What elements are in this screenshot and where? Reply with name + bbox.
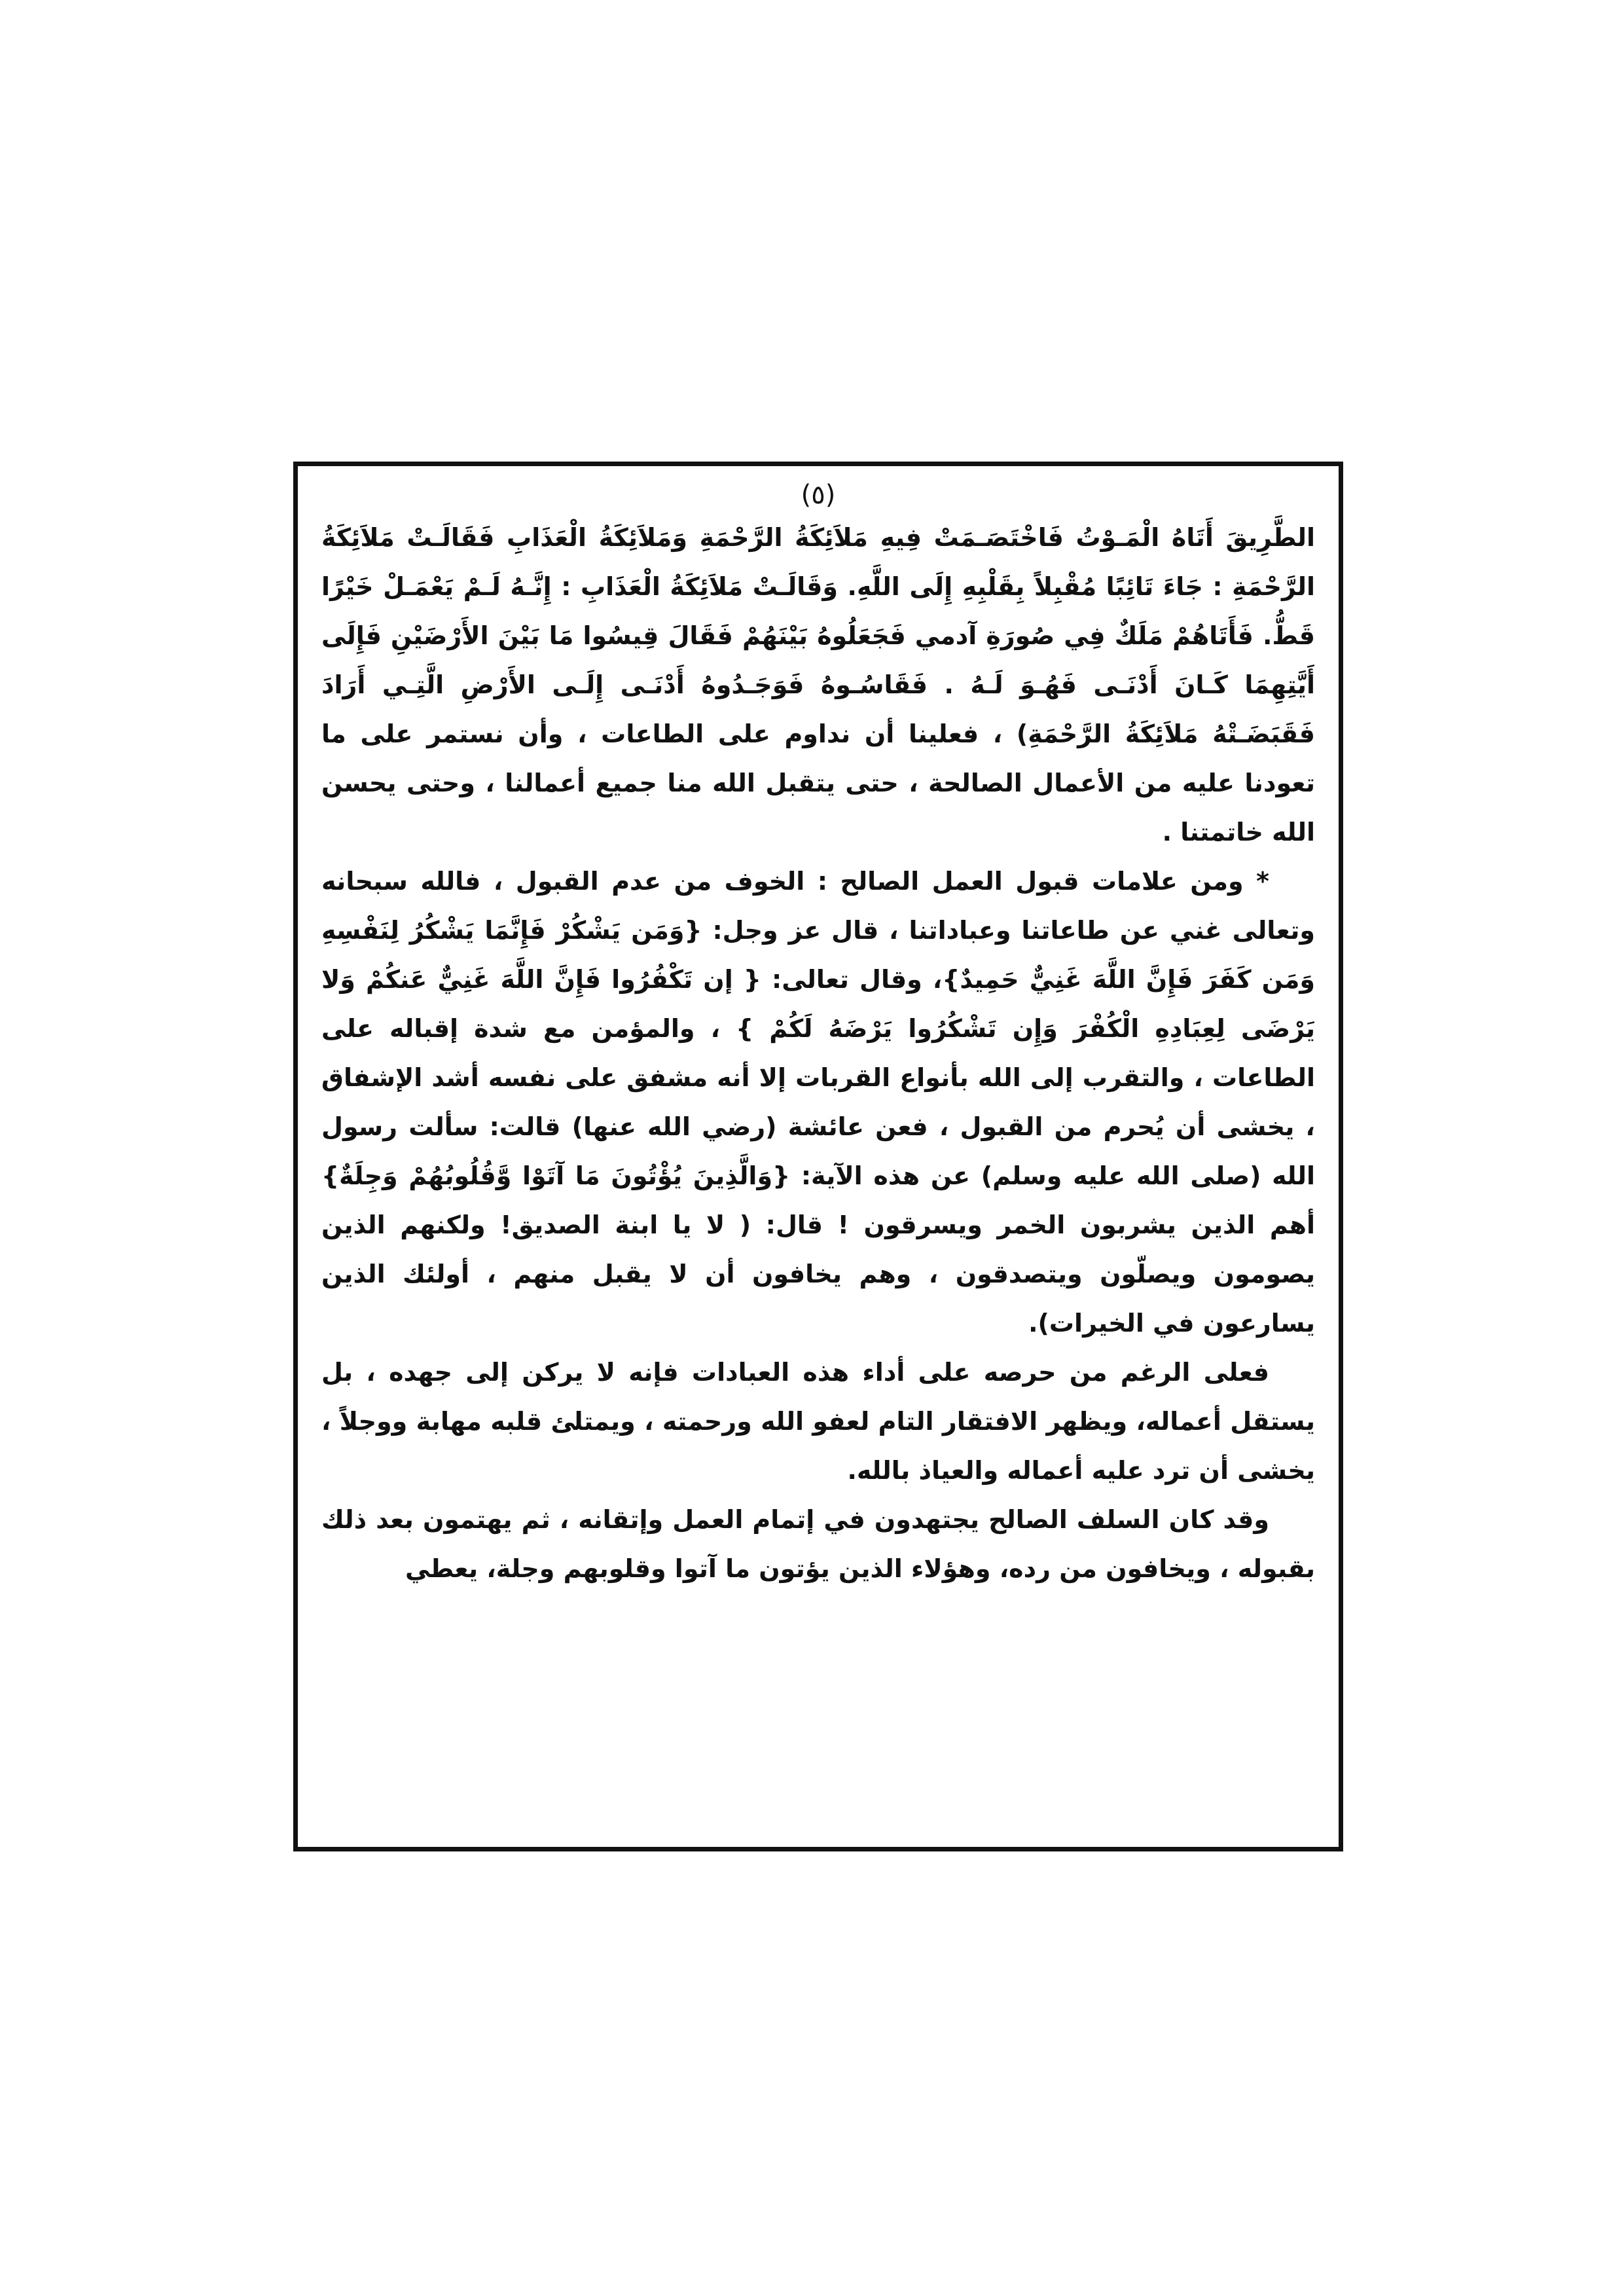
paragraph-salaf: وقد كان السلف الصالح يجتهدون في إتمام العمل وإتقانه ، ثم يهتمون بعد ذلك بقبوله ، ويخافون من رده، وهؤلاء الذين يؤتون ما آتوا وقلوبهم وجلة، يعطي (321, 1505, 1315, 1583)
paragraph-humility: فعلى الرغم من حرصه على أداء هذه العبادات فإنه لا يركن إلى جهده ، بل يستقل أعماله، ويظهر الافتقار التام لعفو الله ورحمته ، ويمتلئ قلبه مهابة ووجلاً ، يخشى أن ترد عليه أعماله والعياذ بالله. (321, 1358, 1315, 1485)
page-number: (٥) (801, 480, 836, 510)
paragraph-signs-of-acceptance: * ومن علامات قبول العمل الصالح : الخوف من عدم القبول ، فالله سبحانه وتعالى غني عن طاعاتنا وعباداتنا ، قال عز وجل: {وَمَن يَشْكُرْ فَإِنَّمَا يَشْكُرُ لِنَفْسِهِ وَمَن كَفَرَ فَإِنَّ اللَّهَ غَنِيٌّ حَمِيدٌ}، وقال تعالى: { إن تَكْفُرُوا فَإِنَّ اللَّهَ غَنِيٌّ عَنكُمْ وَلا يَرْضَى لِعِبَادِهِ الْكُفْرَ وَإِن تَشْكُرُوا يَرْضَهُ لَكُمْ } ، والمؤمن مع شدة إقباله على الطاعات ، والتقرب إلى الله بأنواع القربات إلا أنه مشفق على نفسه أشد الإشفاق ، يخشى أن يُحرم من القبول ، فعن عائشة (رضي الله عنها) قالت: سألت رسول الله (صلى الله عليه وسلم) عن هذه الآية: {وَالَّذِينَ يُؤْتُونَ مَا آتَوْا وَّقُلُوبُهُمْ وَجِلَةٌ}أهم الذين يشربون الخمر ويسرقون ! قال: ( لا يا ابنة الصديق! ولكنهم الذين يصومون ويصلّون ويتصدقون ، وهم يخافون أن لا يقبل منهم ، أولئك الذين يسارعون في الخيرات). (321, 867, 1315, 1338)
paragraph-hadith-continuation: الطَّرِيقَ أَتَاهُ الْمَـوْتُ فَاخْتَصَـمَتْ فِيهِ مَلاَئِكَةُ الرَّحْمَةِ وَمَلاَئِكَةُ الْعَذَابِ فَقَالَـتْ مَلاَئِكَةُ الرَّحْمَةِ : جَاءَ تَائِبًا مُقْبِلاً بِقَلْبِهِ إِلَى اللَّهِ. وَقَالَـتْ مَلاَئِكَةُ الْعَذَابِ : إِنَّـهُ لَـمْ يَعْمَـلْ خَيْرًا قَطُّ. فَأَتَاهُمْ مَلَكٌ فِي صُورَةِ آدمي فَجَعَلُوهُ بَيْنَهُمْ فَقَالَ قِيسُوا مَا بَيْنَ الأَرْضَيْنِ فَإِلَى أَيَّتِهِمَا كَـانَ أَدْنَـى فَهُـوَ لَـهُ . فَقَاسُـوهُ فَوَجَـدُوهُ أَدْنَـى إِلَـى الأَرْضِ الَّتِـي أَرَادَ فَقَبَضَـتْهُ مَلاَئِكَةُ الرَّحْمَةِ) ، فعلينا أن نداوم على الطاعات ، وأن نستمر على ما تعودنا عليه من الأعمال الصالحة ، حتى يتقبل الله منا جميع أعمالنا ، وحتى يحسن الله خاتمتنا . (321, 523, 1315, 847)
page-frame (293, 462, 1343, 1851)
